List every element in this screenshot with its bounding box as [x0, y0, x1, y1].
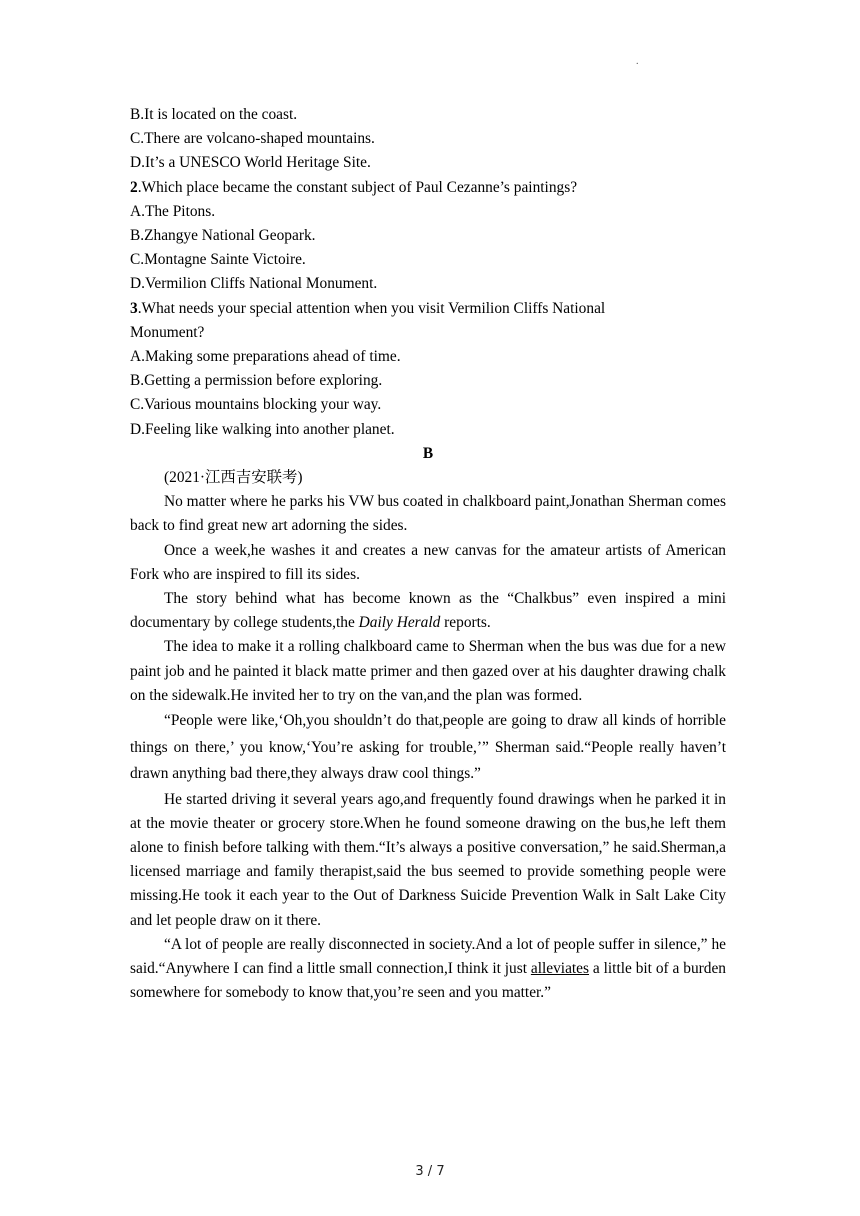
q2-stem	[130, 176, 726, 200]
paragraph-3-text-a: The story behind what has become known as the “Chalkbus” even inspired a mini documentary by college students,the	[130, 590, 726, 632]
underlined-word: alleviates	[530, 960, 590, 977]
q3-option-c: C.Various mountains blocking your way.	[130, 396, 382, 414]
q2-stem-text: .Which place became the constant subject of Paul Cezanne’s paintings?	[137, 178, 578, 196]
passage-paragraph-2: Once a week,he washes it and creates a new canvas for the amateur artists of American Fork who are inspired to fill its sides.	[130, 541, 726, 583]
document-body	[130, 103, 726, 1005]
q1-option-c: C.There are volcano-shaped mountains.	[130, 130, 375, 148]
q3-number: 3	[130, 299, 138, 317]
paragraph-3-text-b: reports.	[440, 614, 491, 632]
q2-option-c: C.Montagne Sainte Victoire.	[130, 251, 306, 269]
q2-option-b: B.Zhangye National Geopark.	[130, 227, 316, 245]
passage-paragraph-6: He started driving it several years ago,and frequently found drawings when he parked it in at the movie theater or grocery store.When he found someone drawing on the bus,he left them alone to finish before talking with them.“It’s always a positive conversation,” he said.Sherman,a licensed marriage and family therapist,said the bus seemed to provide something people were missing.He took it each year to the Out of Darkness Suicide Prevention Walk in Salt Lake City and let people draw on it there.	[130, 790, 726, 929]
passage-paragraph-3	[130, 587, 726, 635]
q2-option-a: A.The Pitons.	[130, 202, 216, 220]
q2-number: 2	[130, 178, 138, 196]
q3-stem-continued: Monument?	[130, 323, 205, 341]
page-number: 3 / 7	[415, 1164, 445, 1179]
passage-paragraph-4: The idea to make it a rolling chalkboard came to Sherman when the bus was due for a new paint job and he painted it black matte primer and then gazed over at his daughter drawing chalk on the sidewalk.He invited her to try on the van,and the plan was formed.	[130, 638, 726, 704]
passage-paragraph-1: No matter where he parks his VW bus coated in chalkboard paint,Jonathan Sherman comes back to find great new art adorning the sides.	[130, 493, 726, 535]
passage-paragraph-5: “People were like,‘Oh,you shouldn’t do that,people are going to draw all kinds of horrible things on there,’ you know,‘You’re asking for trouble,’” Sherman said.“People really haven’t drawn anything bad there,they always draw cool things.”	[130, 712, 726, 783]
q3-stem	[130, 297, 726, 321]
q3-option-a: A.Making some preparations ahead of time.	[130, 348, 401, 366]
passage-source: (2021·江西吉安联考)	[164, 469, 303, 487]
passage-paragraph-7	[130, 933, 726, 1006]
newspaper-title: Daily Herald	[358, 614, 441, 632]
paragraph-7-text-b: a little bit of a burden somewhere for somebody to know that,you’re seen and you matter.”	[130, 960, 727, 1002]
q3-option-d: D.Feeling like walking into another planet.	[130, 420, 395, 438]
q3-stem-text: .What needs your special attention when you visit Vermilion Cliffs National	[137, 299, 606, 317]
section-heading: B	[422, 444, 434, 462]
q3-option-b: B.Getting a permission before exploring.	[130, 372, 383, 390]
paragraph-7-text-a: “A lot of people are really disconnected in society.And a lot of people suffer in silence,” he said.“Anywhere I can find a little small connection,I think it just	[130, 935, 726, 977]
q1-option-b: B.It is located on the coast.	[130, 106, 298, 123]
q2-option-d: D.Vermilion Cliffs National Monument.	[130, 275, 378, 293]
header-mark: .	[636, 56, 639, 67]
q1-option-d: D.It’s a UNESCO World Heritage Site.	[130, 154, 371, 172]
